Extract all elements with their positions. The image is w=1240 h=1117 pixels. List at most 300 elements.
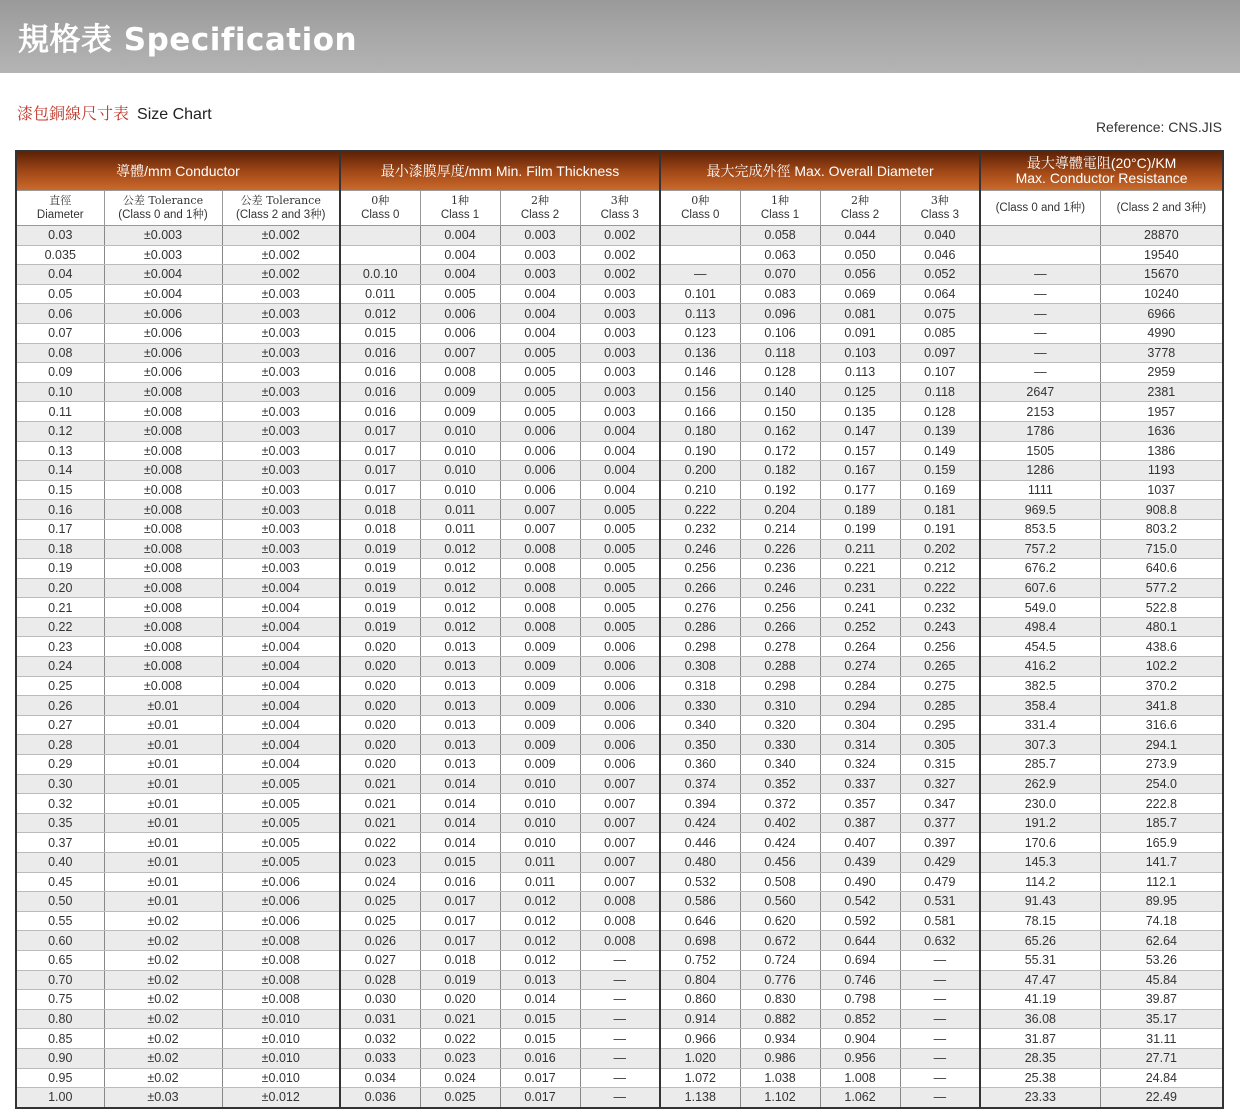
table-cell: 0.017 (500, 1068, 580, 1088)
table-cell: 0.010 (420, 480, 500, 500)
table-cell: 0.002 (580, 226, 660, 246)
table-cell: 331.4 (980, 715, 1100, 735)
table-row (16, 735, 1223, 755)
table-cell: 4990 (1100, 323, 1223, 343)
table-cell: 0.113 (820, 363, 900, 383)
table-cell: 0.017 (340, 480, 420, 500)
table-cell: 0.55 (16, 911, 104, 931)
table-cell: 0.232 (900, 598, 980, 618)
column-header (1100, 191, 1223, 226)
table-cell: 0.020 (340, 715, 420, 735)
table-cell: 0.017 (340, 421, 420, 441)
table-cell: 0.256 (900, 637, 980, 657)
table-cell: ±0.01 (104, 696, 222, 716)
column-header-line2: (Class 2 and 3种) (1116, 202, 1207, 214)
table-cell: 0.60 (16, 931, 104, 951)
table-cell: 0.019 (340, 617, 420, 637)
table-cell: 0.040 (900, 226, 980, 246)
table-cell: — (900, 1088, 980, 1108)
table-cell: 0.966 (660, 1029, 740, 1049)
table-cell: ±0.008 (104, 539, 222, 559)
table-cell: 45.84 (1100, 970, 1223, 990)
table-cell: 285.7 (980, 755, 1100, 775)
table-cell: 316.6 (1100, 715, 1223, 735)
table-cell: 19540 (1100, 245, 1223, 265)
table-cell: ±0.02 (104, 1009, 222, 1029)
table-cell: 0.026 (340, 931, 420, 951)
table-cell: ±0.01 (104, 853, 222, 873)
table-cell: 0.028 (340, 970, 420, 990)
column-header (660, 191, 740, 226)
table-cell: 0.004 (500, 284, 580, 304)
table-cell: 0.020 (340, 637, 420, 657)
table-cell: 0.15 (16, 480, 104, 500)
table-cell: 6966 (1100, 304, 1223, 324)
table-body (16, 226, 1223, 1108)
table-cell: 0.008 (500, 617, 580, 637)
table-cell: 1957 (1100, 402, 1223, 422)
table-cell: ±0.003 (222, 323, 340, 343)
table-cell: 41.19 (980, 990, 1100, 1010)
table-row (16, 1029, 1223, 1049)
table-cell: 0.064 (900, 284, 980, 304)
table-cell: 165.9 (1100, 833, 1223, 853)
table-cell: ±0.004 (222, 657, 340, 677)
table-cell: ±0.003 (222, 363, 340, 383)
table-cell: 0.006 (580, 715, 660, 735)
table-cell: 0.019 (340, 598, 420, 618)
table-cell: 0.008 (580, 911, 660, 931)
table-cell: 0.005 (580, 500, 660, 520)
table-cell: 0.034 (340, 1068, 420, 1088)
column-header-line1: 3种 (610, 194, 629, 207)
table-cell: ±0.008 (104, 578, 222, 598)
table-cell: 0.200 (660, 461, 740, 481)
table-cell: 0.005 (580, 598, 660, 618)
column-header-line1: 3种 (930, 194, 949, 207)
table-row (16, 931, 1223, 951)
table-cell: 55.31 (980, 950, 1100, 970)
table-cell: 0.017 (500, 1088, 580, 1108)
table-cell: 0.015 (500, 1009, 580, 1029)
table-cell: 0.018 (420, 950, 500, 970)
table-cell: 28.35 (980, 1048, 1100, 1068)
table-cell: ±0.008 (104, 617, 222, 637)
table-cell: 0.023 (420, 1048, 500, 1068)
table-row (16, 1068, 1223, 1088)
table-cell: 0.017 (340, 461, 420, 481)
table-cell: 0.852 (820, 1009, 900, 1029)
table-cell: 0.002 (580, 245, 660, 265)
column-header-line2: Class 1 (440, 209, 480, 221)
table-cell: ±0.004 (222, 637, 340, 657)
table-cell: 0.125 (820, 382, 900, 402)
table-cell: 0.304 (820, 715, 900, 735)
table-row (16, 755, 1223, 775)
table-cell: 0.180 (660, 421, 740, 441)
table-cell: 0.004 (500, 323, 580, 343)
column-header (580, 191, 660, 226)
subtitle-english: Size Chart (137, 106, 212, 123)
column-header-line1: 2种 (531, 194, 549, 207)
table-row (16, 284, 1223, 304)
table-cell: 0.021 (340, 813, 420, 833)
table-cell: 31.11 (1100, 1029, 1223, 1049)
column-header (340, 191, 420, 226)
table-cell: ±0.010 (222, 1068, 340, 1088)
table-cell: 0.021 (420, 1009, 500, 1029)
table-cell: 0.397 (900, 833, 980, 853)
table-cell: ±0.010 (222, 1009, 340, 1029)
table-row (16, 1009, 1223, 1029)
table-cell: 0.056 (820, 265, 900, 285)
table-cell: 0.21 (16, 598, 104, 618)
table-cell: ±0.008 (104, 598, 222, 618)
table-cell: 0.007 (580, 853, 660, 873)
table-cell: 0.010 (500, 794, 580, 814)
table-cell: 0.752 (660, 950, 740, 970)
table-cell: 0.08 (16, 343, 104, 363)
table-cell: 0.28 (16, 735, 104, 755)
table-cell: 35.17 (1100, 1009, 1223, 1029)
table-cell: 1505 (980, 441, 1100, 461)
table-cell: — (980, 265, 1100, 285)
table-cell: ±0.01 (104, 755, 222, 775)
table-cell: 0.424 (660, 813, 740, 833)
table-cell: ±0.01 (104, 774, 222, 794)
table-cell: 0.016 (340, 343, 420, 363)
table-cell: 39.87 (1100, 990, 1223, 1010)
table-row (16, 990, 1223, 1010)
table-cell: 0.013 (420, 715, 500, 735)
table-cell: 0.295 (900, 715, 980, 735)
table-cell: ±0.003 (104, 245, 222, 265)
table-cell: 0.146 (660, 363, 740, 383)
table-cell: 0.027 (340, 950, 420, 970)
table-cell: 0.008 (580, 931, 660, 951)
column-header-line1: 0种 (691, 194, 710, 207)
table-cell: 0.008 (500, 598, 580, 618)
table-cell: 0.374 (660, 774, 740, 794)
table-cell: 0.010 (500, 813, 580, 833)
column-header-line2: Diameter (36, 209, 84, 221)
table-cell: 0.45 (16, 872, 104, 892)
column-header-line1: 1种 (451, 194, 469, 207)
table-cell: ±0.008 (104, 421, 222, 441)
table-cell: 853.5 (980, 519, 1100, 539)
table-cell: 0.32 (16, 794, 104, 814)
column-header-line1: 2种 (851, 194, 870, 207)
column-header-line1: 0种 (371, 194, 390, 207)
table-cell: 0.015 (500, 1029, 580, 1049)
table-cell: 0.003 (580, 382, 660, 402)
table-cell: 0.004 (580, 421, 660, 441)
table-cell: ±0.01 (104, 794, 222, 814)
table-cell (340, 245, 420, 265)
table-cell: ±0.012 (222, 1088, 340, 1108)
table-cell: ±0.008 (104, 559, 222, 579)
table-cell: 0.352 (740, 774, 820, 794)
table-cell: 230.0 (980, 794, 1100, 814)
table-cell: 0.006 (500, 480, 580, 500)
table-cell: 0.347 (900, 794, 980, 814)
table-row (16, 637, 1223, 657)
group-film-thickness-header: 最小漆膜厚度/mm Min. Film Thickness (340, 151, 660, 191)
table-cell: ±0.003 (222, 284, 340, 304)
table-cell: 0.018 (340, 519, 420, 539)
table-cell: 0.005 (580, 559, 660, 579)
table-cell: 0.009 (500, 637, 580, 657)
table-cell: 1286 (980, 461, 1100, 481)
table-cell: ±0.008 (104, 519, 222, 539)
table-cell: 0.128 (900, 402, 980, 422)
table-cell: 0.192 (740, 480, 820, 500)
column-header-line2: (Class 2 and 3种) (236, 209, 326, 221)
table-cell: 114.2 (980, 872, 1100, 892)
table-cell: 0.265 (900, 657, 980, 677)
table-cell: — (980, 323, 1100, 343)
table-cell: ±0.02 (104, 1068, 222, 1088)
table-cell: 0.003 (580, 402, 660, 422)
table-cell: 0.006 (500, 441, 580, 461)
table-cell: ±0.01 (104, 872, 222, 892)
table-cell: 28870 (1100, 226, 1223, 246)
table-cell: 0.011 (500, 872, 580, 892)
table-cell: 0.394 (660, 794, 740, 814)
table-cell: ±0.004 (222, 696, 340, 716)
table-row (16, 911, 1223, 931)
table-row (16, 382, 1223, 402)
table-cell: 0.003 (580, 343, 660, 363)
table-cell: ±0.008 (222, 970, 340, 990)
table-cell: 370.2 (1100, 676, 1223, 696)
table-cell: 0.698 (660, 931, 740, 951)
table-cell: ±0.02 (104, 1029, 222, 1049)
table-cell: ±0.003 (222, 461, 340, 481)
table-cell: 1786 (980, 421, 1100, 441)
table-cell: 0.914 (660, 1009, 740, 1029)
table-cell: 0.006 (420, 304, 500, 324)
table-cell: 0.340 (740, 755, 820, 775)
table-cell: 141.7 (1100, 853, 1223, 873)
table-cell: 0.09 (16, 363, 104, 383)
table-cell: 0.139 (900, 421, 980, 441)
table-cell: ±0.004 (222, 617, 340, 637)
table-cell: ±0.003 (222, 500, 340, 520)
table-cell: 0.003 (580, 323, 660, 343)
table-cell: 0.221 (820, 559, 900, 579)
table-cell: ±0.006 (104, 343, 222, 363)
column-header-line2: Class 2 (840, 209, 880, 221)
table-cell: — (980, 343, 1100, 363)
table-cell: 0.592 (820, 911, 900, 931)
table-cell: — (660, 265, 740, 285)
table-row (16, 480, 1223, 500)
table-cell: 382.5 (980, 676, 1100, 696)
table-cell: ±0.003 (222, 441, 340, 461)
column-header (980, 191, 1100, 226)
table-cell: 0.025 (340, 911, 420, 931)
table-cell: ±0.006 (104, 304, 222, 324)
table-cell: ±0.008 (104, 480, 222, 500)
table-cell: 0.140 (740, 382, 820, 402)
table-cell: 0.182 (740, 461, 820, 481)
table-cell: 0.046 (900, 245, 980, 265)
table-row (16, 774, 1223, 794)
table-cell: 0.191 (900, 519, 980, 539)
table-cell: 0.320 (740, 715, 820, 735)
table-cell: 0.581 (900, 911, 980, 931)
table-cell: 0.012 (420, 559, 500, 579)
table-cell: 0.75 (16, 990, 104, 1010)
table-cell: 262.9 (980, 774, 1100, 794)
table-cell: 0.288 (740, 657, 820, 677)
table-cell: 0.118 (740, 343, 820, 363)
table-row (16, 970, 1223, 990)
table-row (16, 363, 1223, 383)
column-header-line2: Class 3 (920, 209, 959, 221)
table-cell: 2153 (980, 402, 1100, 422)
table-cell: 969.5 (980, 500, 1100, 520)
table-cell: 0.058 (740, 226, 820, 246)
table-cell: 0.204 (740, 500, 820, 520)
column-header (420, 191, 500, 226)
table-cell: ±0.003 (222, 304, 340, 324)
table-cell: 0.0.10 (340, 265, 420, 285)
table-cell: 0.10 (16, 382, 104, 402)
table-cell: 112.1 (1100, 872, 1223, 892)
column-header-line2: Class 0 (361, 209, 400, 221)
table-cell: 1.00 (16, 1088, 104, 1108)
table-cell: 0.199 (820, 519, 900, 539)
table-cell: 0.446 (660, 833, 740, 853)
table-cell: 0.50 (16, 892, 104, 912)
table-cell: 0.150 (740, 402, 820, 422)
column-header (740, 191, 820, 226)
table-cell: 0.013 (420, 696, 500, 716)
table-cell: 1193 (1100, 461, 1223, 481)
table-cell: 0.06 (16, 304, 104, 324)
table-cell: 0.23 (16, 637, 104, 657)
table-cell: ±0.02 (104, 990, 222, 1010)
table-cell: 0.005 (500, 343, 580, 363)
table-cell: 0.18 (16, 539, 104, 559)
table-cell: 0.70 (16, 970, 104, 990)
column-header-line2: Class 0 (681, 209, 720, 221)
table-cell: 91.43 (980, 892, 1100, 912)
table-cell: 0.294 (820, 696, 900, 716)
table-cell: ±0.004 (104, 265, 222, 285)
table-cell: 36.08 (980, 1009, 1100, 1029)
table-cell: 0.798 (820, 990, 900, 1010)
table-cell: 0.005 (500, 382, 580, 402)
table-cell: ±0.008 (222, 990, 340, 1010)
table-cell: 23.33 (980, 1088, 1100, 1108)
table-cell: ±0.003 (222, 382, 340, 402)
table-cell (340, 226, 420, 246)
table-cell: 0.022 (340, 833, 420, 853)
table-cell: 0.232 (660, 519, 740, 539)
table-cell: 0.021 (340, 774, 420, 794)
table-cell: 0.276 (660, 598, 740, 618)
table-cell: 803.2 (1100, 519, 1223, 539)
table-cell: 0.85 (16, 1029, 104, 1049)
table-cell: 0.644 (820, 931, 900, 951)
table-cell: 0.106 (740, 323, 820, 343)
table-row (16, 500, 1223, 520)
table-cell: 0.20 (16, 578, 104, 598)
table-cell: 0.004 (580, 461, 660, 481)
table-cell: ±0.003 (222, 559, 340, 579)
table-cell: 0.560 (740, 892, 820, 912)
table-cell: 0.007 (580, 833, 660, 853)
table-cell: 0.266 (740, 617, 820, 637)
table-cell: 0.010 (500, 774, 580, 794)
table-cell: 0.211 (820, 539, 900, 559)
table-cell: 0.377 (900, 813, 980, 833)
table-cell: 0.246 (740, 578, 820, 598)
table-cell: 0.508 (740, 872, 820, 892)
group-header-row (16, 151, 1223, 191)
table-cell: — (900, 1029, 980, 1049)
table-cell: ±0.002 (222, 245, 340, 265)
table-cell: 0.083 (740, 284, 820, 304)
table-cell: 0.020 (340, 657, 420, 677)
table-cell: 22.49 (1100, 1088, 1223, 1108)
table-cell: 454.5 (980, 637, 1100, 657)
table-cell: 0.019 (420, 970, 500, 990)
table-cell: 0.37 (16, 833, 104, 853)
table-cell: 0.036 (340, 1088, 420, 1108)
table-cell: 15670 (1100, 265, 1223, 285)
table-cell: 0.532 (660, 872, 740, 892)
table-cell: 0.035 (16, 245, 104, 265)
table-cell: 0.252 (820, 617, 900, 637)
table-cell: ±0.008 (104, 382, 222, 402)
table-cell: 0.22 (16, 617, 104, 637)
table-cell: 0.015 (420, 853, 500, 873)
table-cell: 3778 (1100, 343, 1223, 363)
table-cell: 0.90 (16, 1048, 104, 1068)
group-resistance-header: 最大導體電阻(20°C)/KM Max. Conductor Resistance (980, 151, 1223, 191)
table-cell: 0.020 (340, 676, 420, 696)
table-cell: 0.016 (500, 1048, 580, 1068)
table-cell: 0.005 (500, 363, 580, 383)
table-cell: 0.002 (580, 265, 660, 285)
column-header-line2: (Class 0 and 1种) (118, 209, 208, 221)
table-cell: 0.934 (740, 1029, 820, 1049)
table-cell: 640.6 (1100, 559, 1223, 579)
table-row (16, 578, 1223, 598)
table-cell: — (580, 1029, 660, 1049)
table-cell: 0.231 (820, 578, 900, 598)
table-cell: ±0.004 (222, 578, 340, 598)
table-cell: 0.003 (500, 265, 580, 285)
table-cell: 0.010 (420, 461, 500, 481)
column-header (16, 191, 104, 226)
table-cell: 0.004 (580, 441, 660, 461)
table-cell: 0.012 (500, 911, 580, 931)
table-cell: 577.2 (1100, 578, 1223, 598)
table-cell: 0.212 (900, 559, 980, 579)
table-cell: 0.070 (740, 265, 820, 285)
table-cell: 0.015 (340, 323, 420, 343)
column-header (104, 191, 222, 226)
table-cell: 31.87 (980, 1029, 1100, 1049)
column-header-line1: 1种 (771, 194, 790, 207)
table-row (16, 833, 1223, 853)
table-cell: 0.162 (740, 421, 820, 441)
